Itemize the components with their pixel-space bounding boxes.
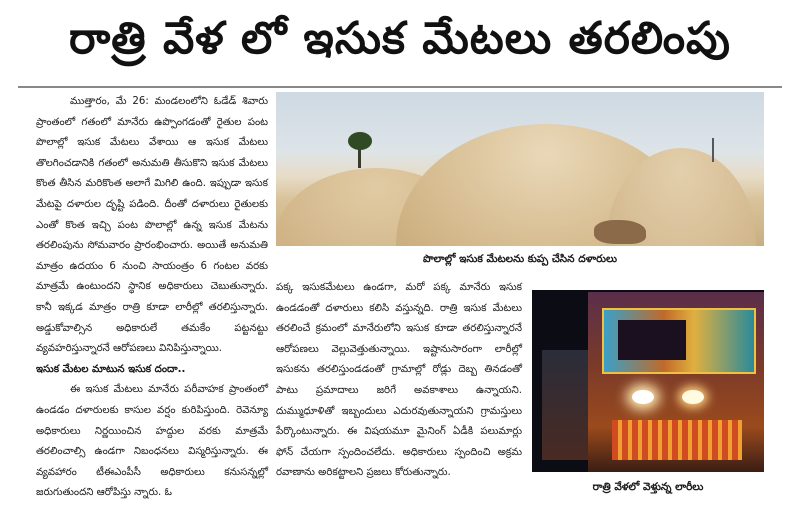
article-paragraph: ఈ ఇసుక మేటలు మానేరు పరీవాహక ప్రాంతంలో ఉండడం దళారులకు కాసుల వర్షం కురిపిస్తుంది. రెవెన్యూ అధికారులు నిర్ణయించిన హద్దుల వరకు మాత్రమే తరలించాల్సి ఉండగా నిబంధనలు విస్మరిస్తున్నారు. ఈ వ్యవహారం టీఈఎంపీసీ అధికారులు కనుసన్నల్లో జరుగుతుందని ఆరోపిస్తు న్నారు. ఓ — [36, 384, 268, 499]
sand-mounds-photo — [276, 92, 764, 246]
article-subhead: ఇసుక మేటల మాటున ఇసుక దందా.. — [36, 363, 186, 375]
night-lorry-photo — [532, 290, 764, 472]
headline-divider — [18, 86, 782, 88]
article-paragraph: పక్క ఇసుకమేటలు ఉండగా, మరో పక్క మానేరు ఇసుక ఉండడంతో దళారులు కలిసి వస్తున్నది. రాత్రి ఇసుక మేటలు తరలించే క్రమంలో మానేరులోని ఇసుక కూడా తరలిస్తున్నారనే ఆరోపణలు వెల్లువెత్తుతున్నాయి. ఇష్టానుసారంగా లారీల్లో ఇసుకను తరలిస్తుండడంతో గ్రామాల్లో రోడ్లు దెబ్బ తినడంతో పాటు ప్రమాదాలు జరిగే అవకాశాలు ఉన్నాయని. దుమ్ముధూళితో ఇబ్బందులు ఎదురవుతున్నాయని గ్రామస్తులు పేర్కొంటున్నారు. ఈ విషయమూ మైనింగ్ ఏడీకి పలుమార్లు ఫోన్ చేయగా స్పందించలేదు. అధికారులు స్పందించి అక్రమ రవాణాను అరికట్టాలని ప్రజలు కోరుతున్నారు. — [276, 282, 522, 479]
headline: రాత్రి వేళ లో ఇసుక మేటలు తరలింపు — [69, 13, 731, 64]
photo-caption: పొలాల్లో ఇసుక మేటలను కుప్ప చేసిన దళారులు — [422, 253, 618, 265]
photo-caption: రాత్రి వేళలో వెళ్తున్న లారీలు — [592, 481, 704, 493]
left-column — [36, 92, 268, 504]
middle-column — [276, 278, 522, 484]
article-paragraph: ముత్తారం, మే 26: మండలంలోని ఓడేడ్ శివారు ప్రాంతంలో గతంలో మానేరు ఉప్పొంగడంతో రైతుల పంట పొలాల్లో ఇసుక మేటలు వేశాయి ఆ ఇసుక మేటలు తొలగించడానికి గతంలో అనుమతి తీసుకొని ఇసుక మేటలు కొంత తీసిన మరికొంత అలాగే మిగిలి ఉంది. ఇప్పుడా ఇసుక మేటపై దళారుల దృష్టి పడింది. దీంతో దళారులు రైతులకు ఎంతో కొంత ఇచ్చి పంట పొలాల్లో ఉన్న ఇసుక మేటను తరలింపును సోమవారం ప్రారంభించారు. అయితే అనుమతి మాత్రం ఉదయం 6 నుంచి సాయంత్రం 6 గంటల వరకు మాత్రమే ఉంటుందని స్థానిక అధికారులు చెబుతున్నారు. కానీ ఇక్కడ మాత్రం రాత్రి కూడా లారీల్లో తరలిస్తున్నారు. అడ్డుకోవాల్సిన అధికారులే తమకేం పట్టనట్టు వ్యవహరిస్తున్నారనే ఆరోపణలు వినిపిస్తున్నాయి. — [36, 96, 268, 355]
